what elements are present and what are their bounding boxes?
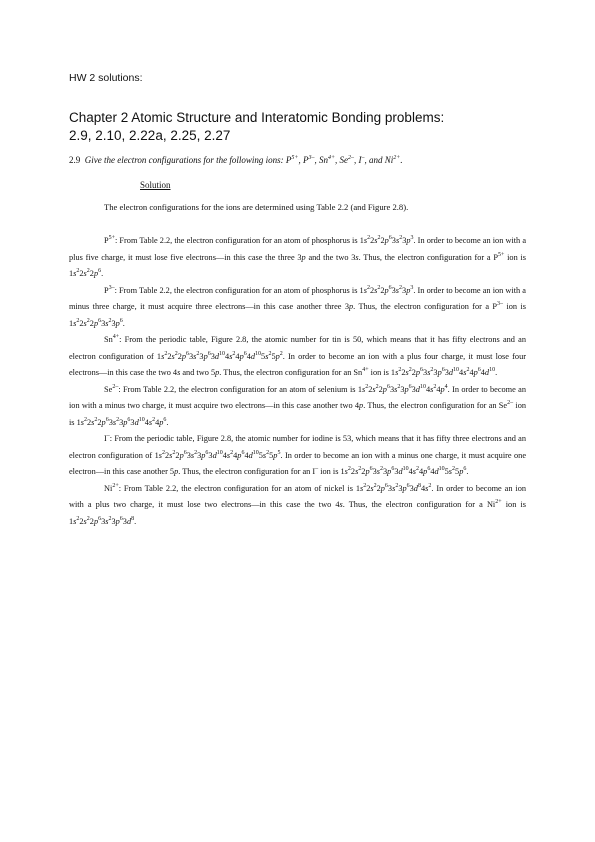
solution-heading: Solution — [140, 180, 171, 190]
question-2-9 — [69, 155, 539, 165]
document-header: HW 2 solutions: — [69, 72, 143, 84]
problem-list: 2.9, 2.10, 2.22a, 2.25, 2.27 — [69, 128, 231, 143]
paragraph-ni2plus: $Ni^{2+}$: From Table 2.2, the electron configuration for an atom of nickel is $1s^22s^22p^63s^23p^63d^84s^2$. In order to become an ion with a plus two charge, it must lose two electrons—in this case the two 4s. Thus, the electron configuration for a $Ni^{2+}$ ion is $1s^22s^22p^63s^23p^63d^8$. — [69, 482, 526, 526]
chapter-heading — [69, 109, 539, 145]
paragraph-iminus: I–: From the periodic table, Figure 2.8, the atomic number for iodine is 53, which means that it has fifty three electrons and an electron configuration of $1s^22s^22p^63s^23p^63d^{10}4s^24p^64d^{10}5s^25p^5$. In order to become an ion with a minus one charge, it must acquire one electron—in this case another 5p. Thus, the electron configuration for an I– ion is $1s^22s^22p^63s^23p^63d^{10}4s^24p^64d^{10}5s^25p^6$. — [69, 433, 526, 476]
chapter-title: Chapter 2 Atomic Structure and Interatomic Bonding problems: — [69, 110, 445, 125]
paragraph-se2minus: $Se^{2-}$: From Table 2.2, the electron configuration for an atom of selenium is $1s^22s^22p^63s^23p^63d^{10}4s^24p^4$. In order to become an ion with a minus two charge, it must acquire two electrons—in this case another two 4p. Thus, the electron configuration for an $Se^{2-}$ ion is $1s^22s^22p^63s^23p^63d^{10}4s^24p^6$. — [69, 383, 526, 427]
paragraph-sn4plus: $Sn^{4+}$: From the periodic table, Figure 2.8, the atomic number for tin is 50, which means that it has fifty electrons and an electron configuration of $1s^22s^22p^63s^23p^63d^{10}4s^24p^64d^{10}5s^25p^2$. In order to become an ion with a plus four charge, it must lose four electrons—in this case the two 4s and two 5p. Thus, the electron configuration for an $Sn^{4+}$ ion is $1s^22s^22p^63s^23p^63d^{10}4s^24p^64d^{10}$. — [69, 334, 526, 377]
solution-intro: The electron configurations for the ions are determined using Table 2.2 (and Figure 2.8). — [104, 202, 409, 212]
paragraph-p5plus: $P^{5+}$: From Table 2.2, the electron configuration for an atom of phosphorus is $1s^22s^22p^63s^23p^3$. In order to become an ion with a plus five charge, it must lose five electrons—in this case the three 3p and the two 3s. Thus, the electron configuration for a $P^{5+}$ ion is $1s^22s^22p^6$. — [69, 235, 527, 278]
paragraph-p3minus: $P^{3-}$: From Table 2.2, the electron configuration for an atom of phosphorus is $1s^22s^22p^63s^23p^3$. In order to become an ion with a minus three charge, it must acquire three electrons—in this case another three 3p. Thus, the electron configuration for a $P^{3-}$ ion is $1s^22s^22p^63s^23p^6$. — [69, 284, 526, 328]
question-number: 2.9 — [69, 155, 81, 165]
question-text: Give the electron configurations for the following ions: $P^{5+}$, $P^{3-}$, $Sn^{4+}$, $Se^{2-}$, I–, and $Ni^{2+}$. — [84, 155, 403, 165]
solution-body — [69, 233, 526, 530]
